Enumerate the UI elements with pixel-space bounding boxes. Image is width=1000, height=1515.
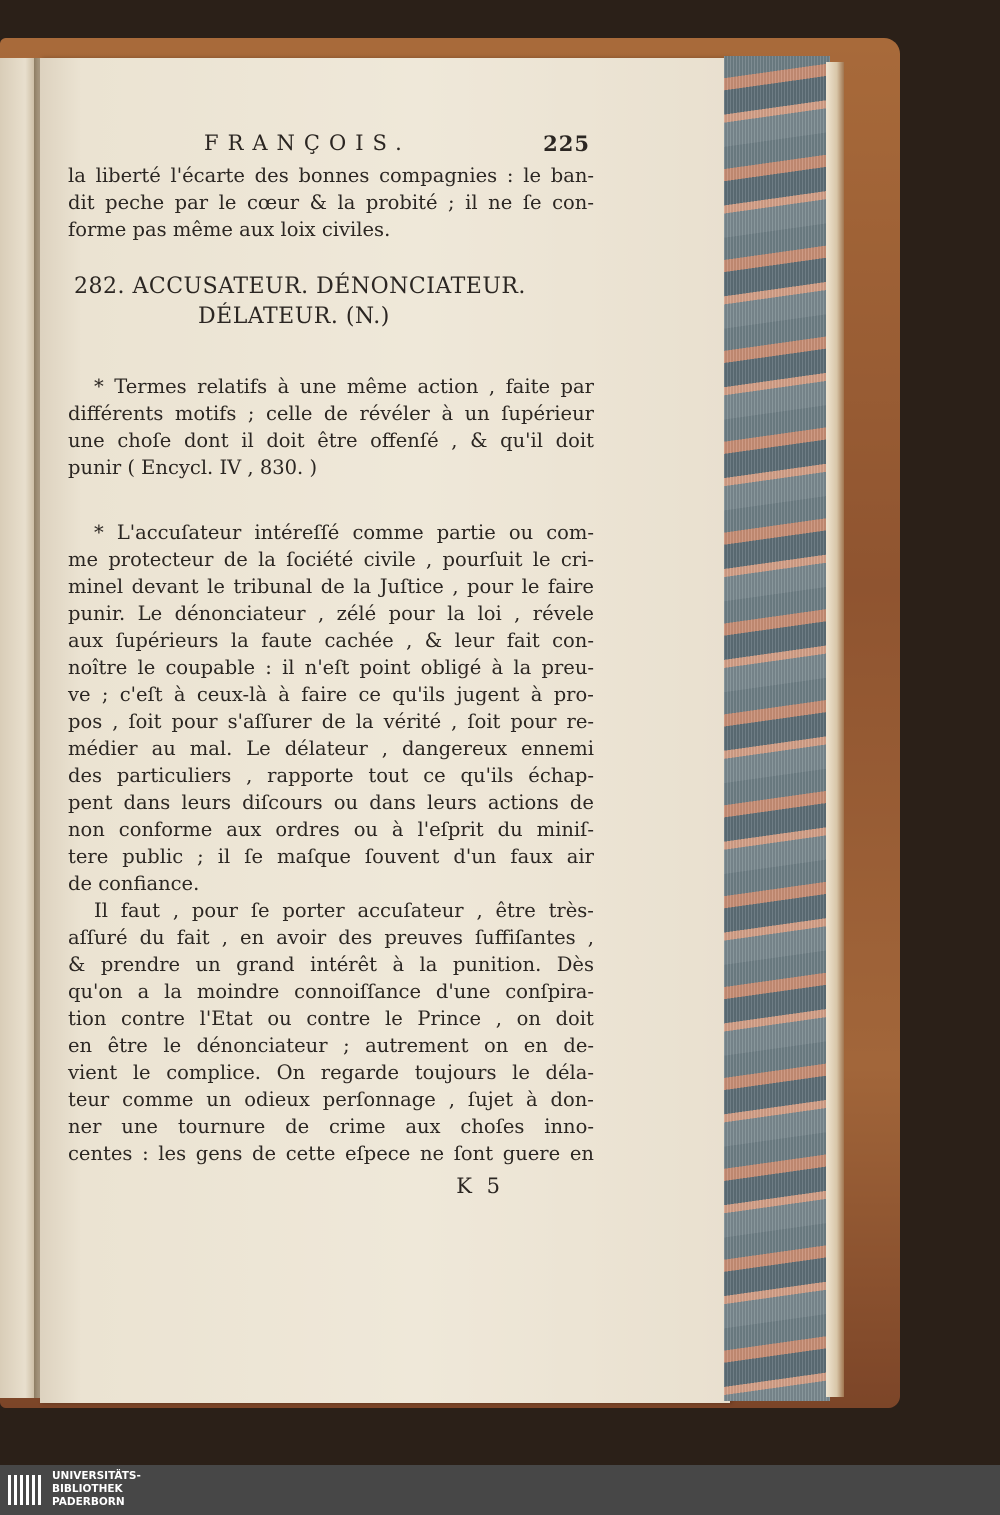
text-line: punir. Le dénonciateur , zélé pour la loi , révele <box>68 602 594 625</box>
page-text <box>68 130 594 1200</box>
library-footer <box>0 1465 1000 1515</box>
text-line: * L'accuſateur intéreſſé comme partie ou com- <box>94 521 594 544</box>
signature-mark: K 5 <box>456 1174 504 1198</box>
text-line: aux ſupérieurs la faute cachée , & leur fait con- <box>68 629 594 652</box>
entry-title-line2: DÉLATEUR. (N.) <box>198 304 390 329</box>
text-line: une choſe dont il doit être offenſé , & qu'il doit <box>68 429 594 452</box>
text-line: différents motifs ; celle de révéler à un ſupérieur <box>68 402 594 425</box>
text-line: Il faut , pour ſe porter accuſateur , être très- <box>94 899 594 922</box>
text-line: teur comme un odieux perſonnage , ſujet à don- <box>68 1088 594 1111</box>
running-title: FRANÇOIS. <box>204 131 411 155</box>
library-name-line: PADERBORN <box>52 1496 125 1508</box>
text-line: & prendre un grand intérêt à la punition. Dès <box>68 953 594 976</box>
library-logo-icon <box>8 1473 44 1507</box>
text-line: vient le complice. On regarde toujours le déla- <box>68 1061 594 1084</box>
text-line: tere public ; il ſe maſque ſouvent d'un faux air <box>68 845 594 868</box>
text-line: des particuliers , rapporte tout ce qu'ils échap- <box>68 764 594 787</box>
left-page-edge <box>0 58 36 1398</box>
text-line: non conforme aux ordres ou à l'eſprit du miniſ- <box>68 818 594 841</box>
text-line: dit peche par le cœur & la probité ; il ne ſe con- <box>68 191 594 214</box>
library-name-line: UNIVERSITÄTS- <box>52 1470 141 1482</box>
text-line: pent dans leurs diſcours ou dans leurs actions de <box>68 791 594 814</box>
running-header <box>68 130 594 162</box>
text-line: ner une tournure de crime aux choſes inno- <box>68 1115 594 1138</box>
text-line: en être le dénonciateur ; autrement on en de- <box>68 1034 594 1057</box>
text-line: médier au mal. Le délateur , dangereux ennemi <box>68 737 594 760</box>
text-line: la liberté l'écarte des bonnes compagnies : le ban- <box>68 164 594 187</box>
entry-title-line1: 282. ACCUSATEUR. DÉNONCIATEUR. <box>74 274 526 299</box>
text-line: centes : les gens de cette eſpece ne ſont guere en <box>68 1142 594 1165</box>
library-name-line: BIBLIOTHEK <box>52 1483 123 1495</box>
page-fore-edge <box>826 62 844 1397</box>
text-line: ve ; c'eſt à ceux-là à faire ce qu'ils jugent à pro- <box>68 683 594 706</box>
text-line: me protecteur de la ſociété civile , pourſuit le cri- <box>68 548 594 571</box>
text-line: de confiance. <box>68 872 200 895</box>
text-line: noître le coupable : il n'eſt point obligé à la preu- <box>68 656 594 679</box>
marbled-page-edges <box>724 56 830 1401</box>
page-number: 225 <box>543 131 590 156</box>
library-name <box>52 1470 141 1509</box>
text-line: qu'on a la moindre connoiſſance d'une conſpira- <box>68 980 594 1003</box>
text-line: punir ( Encycl. IV , 830. ) <box>68 456 318 479</box>
text-line: forme pas même aux loix civiles. <box>68 218 391 241</box>
text-line: * Termes relatifs à une même action , faite par <box>94 375 594 398</box>
text-line: minel devant le tribunal de la Juſtice , pour le faire <box>68 575 594 598</box>
text-line: pos , ſoit pour s'aſſurer de la vérité , ſoit pour re- <box>68 710 594 733</box>
text-line: tion contre l'Etat ou contre le Prince , on doit <box>68 1007 594 1030</box>
text-line: aſſuré du fait , en avoir des preuves ſuffiſantes , <box>68 926 594 949</box>
